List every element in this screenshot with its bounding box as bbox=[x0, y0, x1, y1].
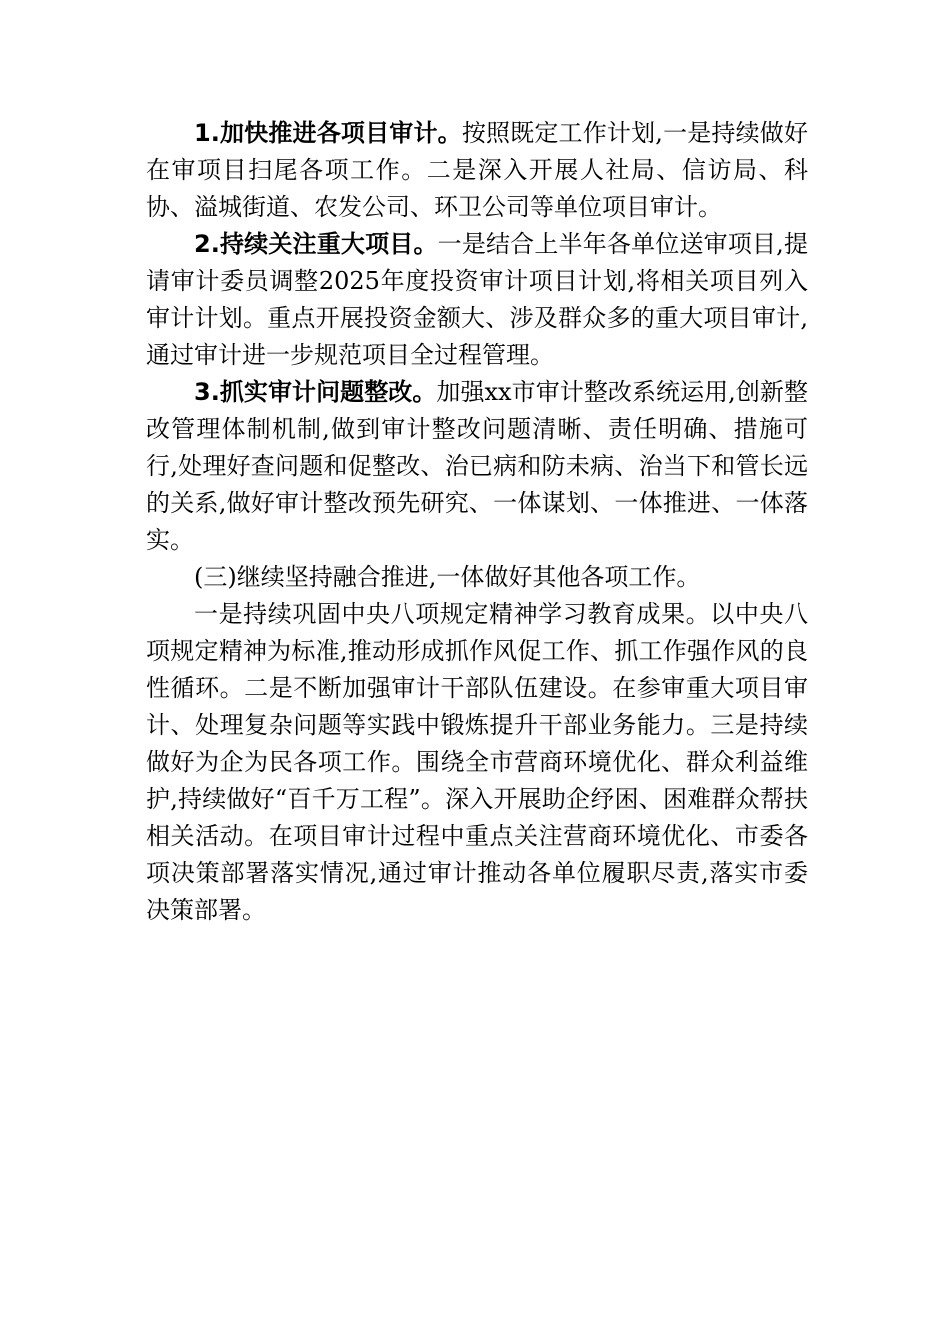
paragraph-rectification bbox=[146, 374, 808, 559]
paragraph-accelerate-audits bbox=[146, 115, 808, 226]
section-heading-three bbox=[146, 559, 808, 596]
paragraph-major-projects bbox=[146, 226, 808, 374]
paragraph-heading: 1.加快推进各项目审计。 bbox=[194, 119, 462, 147]
paragraph-text: 按照既定工作计划,一是持续做好在审项目扫尾各项工作。二是深入开展人社局、信访局、科协、溢城街道、农发公司、环卫公司等单位项目审计。 bbox=[146, 119, 808, 221]
paragraph-heading: 3.抓实审计问题整改。 bbox=[194, 378, 437, 406]
paragraph-text: (三)继续坚持融合推进,一体做好其他各项工作。 bbox=[194, 563, 701, 591]
paragraph-text: 一是持续巩固中央八项规定精神学习教育成果。以中央八项规定精神为标准,推动形成抓作风促工作、抓工作强作风的良性循环。二是不断加强审计干部队伍建设。在参审重大项目审计、处理复杂问题等实践中锻炼提升干部业务能力。三是持续做好为企为民各项工作。围绕全市营商环境优化、群众利益维护,持续做好“百千万工程”。深入开展助企纾困、困难群众帮扶相关活动。在项目审计过程中重点关注营商环境优化、市委各项决策部署落实情况,通过审计推动各单位履职尽责,落实市委决策部署。 bbox=[146, 600, 808, 924]
document-body bbox=[146, 115, 808, 929]
paragraph-text: 加强xx市审计整改系统运用,创新整改管理体制机制,做到审计整改问题清晰、责任明确、措施可行,处理好查问题和促整改、治已病和防未病、治当下和管长远的关系,做好审计整改预先研究、一体谋划、一体推进、一体落实。 bbox=[146, 378, 808, 554]
paragraph-text: 一是结合上半年各单位送审项目,提请审计委员调整2025年度投资审计项目计划,将相关项目列入审计计划。重点开展投资金额大、涉及群众多的重大项目审计,通过审计进一步规范项目全过程管理。 bbox=[146, 230, 808, 369]
paragraph-heading: 2.持续关注重大项目。 bbox=[194, 230, 438, 258]
paragraph-other-work bbox=[146, 596, 808, 929]
